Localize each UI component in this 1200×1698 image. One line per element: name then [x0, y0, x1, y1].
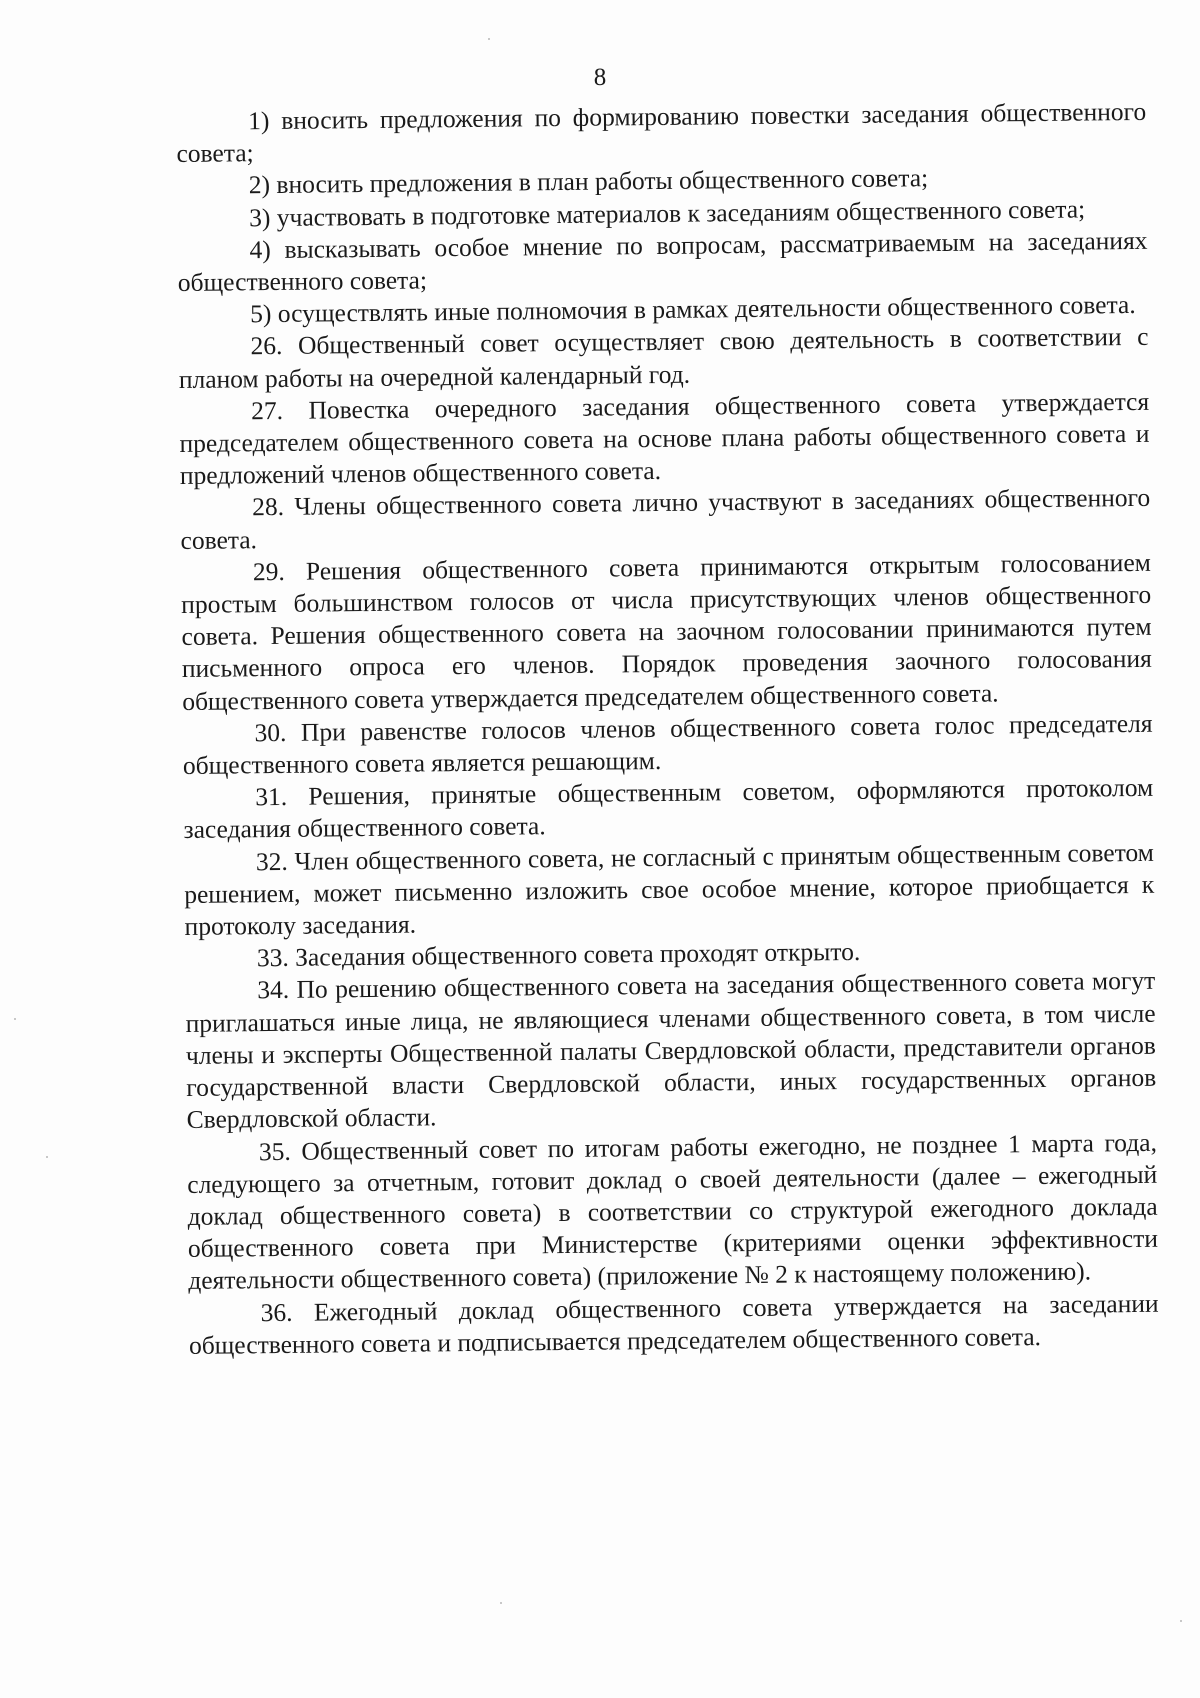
scan-speck	[488, 38, 490, 40]
clause-26: 26. Общественный совет осуществляет свою деятельность в соответствии с планом работы на очередной календарный год.	[178, 322, 1149, 394]
clause-34: 34. По решению общественного совета на заседания общественного совета могут приглашаться иные лица, не являющиеся членами общественного совета, в том числе члены и эксперты Общественной палаты Свердловской области, представители органов государственной власти Свердловской области, иных государственных органов Свердловской области.	[185, 966, 1157, 1135]
clause-30: 30. При равенстве голосов членов общественного совета голос председателя общественного совета является решающим.	[182, 708, 1153, 781]
clause-35: 35. Общественный совет по итогам работы ежегодно, не позднее 1 марта года, следующего за отчетным, готовит доклад о своей деятельности (далее – ежегодный доклад общественного совета) в соответствии со структурой ежегодного доклада общественного совета при Министерстве (критериями оценки эффективности деятельности общественного совета) (приложение № 2 к настоящему положению).	[187, 1127, 1159, 1296]
clause-29: 29. Решения общественного совета принимаются открытым голосованием простым большинством голосов от числа присутствующих членов общественного совета. Решения общественного совета на заочном голосовании принимаются путем письменного опроса его членов. Порядок проведения заочного голосования общественного совета утверждается председателем общественного совета.	[181, 547, 1152, 716]
scan-speck	[14, 1018, 16, 1020]
clause-27: 27. Повестка очередного заседания общественного совета утверждается председателем общественного совета на основе плана работы общественного совета и предложений членов общественного совета.	[179, 386, 1150, 491]
scan-speck	[1180, 1620, 1182, 1622]
list-item-5: 5) осуществлять иные полномочия в рамках деятельности общественного совета.	[250, 290, 1136, 329]
document-body	[176, 96, 1159, 1362]
clause-33: 33. Заседания общественного совета проходят открыто.	[256, 937, 861, 973]
scan-speck	[46, 1156, 48, 1158]
list-item-2: 2) вносить предложения в план работы общественного совета;	[248, 163, 929, 200]
list-item-1: 1) вносить предложения по формированию повестки заседания общественного совета;	[176, 96, 1147, 169]
clause-31: 31. Решения, принятые общественным советом, оформляются протоколом заседания общественного совета.	[183, 773, 1154, 845]
list-item-4: 4) высказывать особое мнение по вопросам, рассматриваемым на заседаниях общественного совета;	[177, 225, 1148, 298]
clause-28: 28. Члены общественного совета лично участвуют в заседаниях общественного совета.	[180, 483, 1151, 555]
clause-36: 36. Ежегодный доклад общественного совета утверждается на заседании общественного совета и подписывается председателем общественного совета.	[188, 1288, 1159, 1360]
clause-32: 32. Член общественного совета, не согласный с принятым общественным советом решением, может письменно изложить свое особое мнение, которое приобщается к протоколу заседания.	[184, 837, 1155, 942]
scan-speck	[500, 1602, 502, 1604]
page-number: 8	[593, 64, 607, 91]
list-item-3: 3) участвовать в подготовке материалов к заседаниям общественного совета;	[249, 194, 1086, 232]
